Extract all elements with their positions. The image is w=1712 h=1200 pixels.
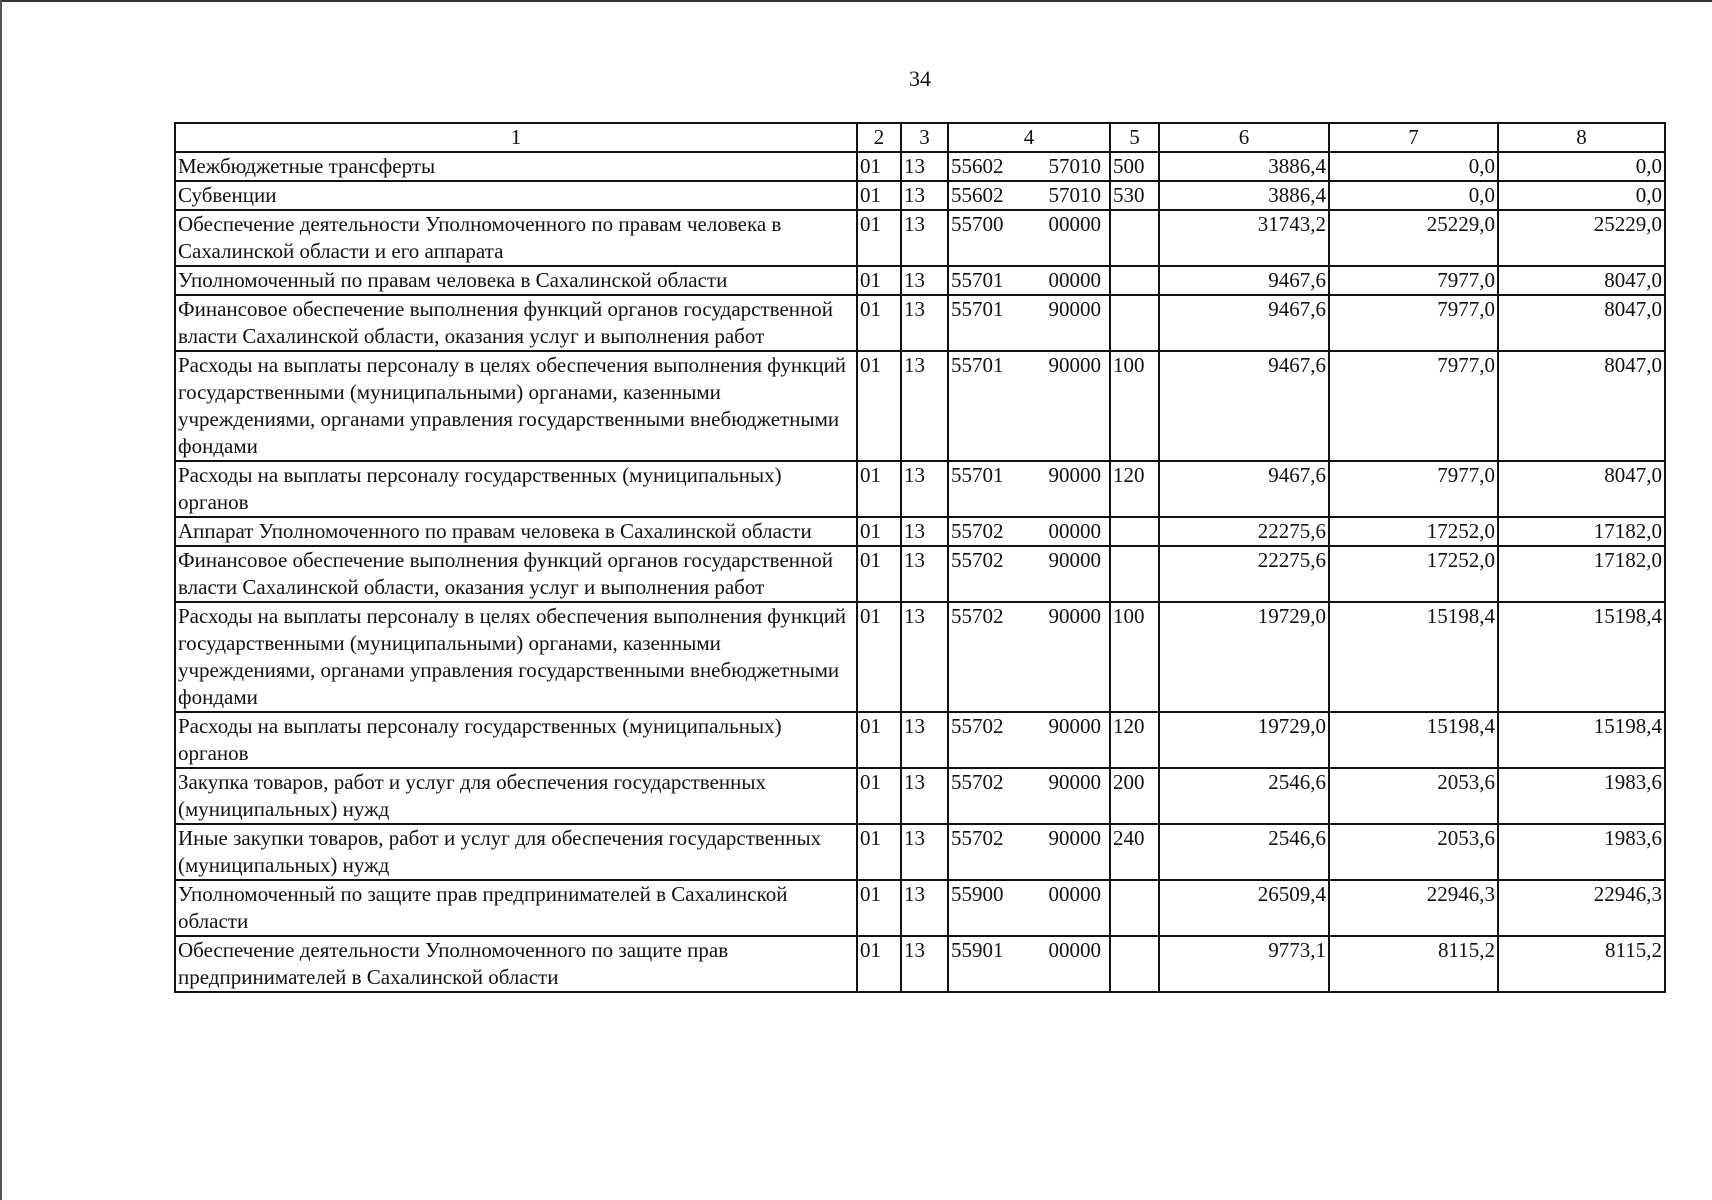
target-article-part1: 55702: [951, 826, 1004, 850]
target-article-cell: [948, 824, 1110, 880]
expense-type-cell: 530: [1110, 181, 1159, 210]
section-code-cell: 01: [857, 152, 901, 181]
subsection-code-cell: 13: [901, 152, 948, 181]
amount-col8-cell: 0,0: [1498, 152, 1665, 181]
amount-col8-cell: 1983,6: [1498, 824, 1665, 880]
subsection-code-cell: 13: [901, 880, 948, 936]
amount-col7-cell: 2053,6: [1329, 824, 1498, 880]
subsection-code-cell: 13: [901, 266, 948, 295]
target-article-part2: 00000: [1048, 212, 1101, 236]
amount-col8-cell: 8047,0: [1498, 461, 1665, 517]
table-row: [175, 152, 1665, 181]
expense-type-cell: 120: [1110, 712, 1159, 768]
amount-col8-cell: 8115,2: [1498, 936, 1665, 992]
table-row: [175, 295, 1665, 351]
amount-col7-cell: 7977,0: [1329, 266, 1498, 295]
target-article-cell: [948, 152, 1110, 181]
subsection-code-cell: 13: [901, 824, 948, 880]
amount-col6-cell: 9467,6: [1159, 351, 1329, 461]
expense-type-cell: 500: [1110, 152, 1159, 181]
row-name-cell: Финансовое обеспечение выполнения функций органов государственной власти Сахалинской области, оказания услуг и выполнения работ: [175, 546, 857, 602]
target-article-part2: 57010: [1048, 183, 1101, 207]
table-row: [175, 351, 1665, 461]
target-article-part2: 90000: [1048, 463, 1101, 487]
amount-col7-cell: 0,0: [1329, 152, 1498, 181]
target-article-part2: 90000: [1048, 770, 1101, 794]
target-article-part1: 55702: [951, 770, 1004, 794]
amount-col8-cell: 8047,0: [1498, 295, 1665, 351]
amount-col7-cell: 15198,4: [1329, 712, 1498, 768]
amount-col7-cell: 22946,3: [1329, 880, 1498, 936]
target-article-part2: 90000: [1048, 353, 1101, 377]
section-code-cell: 01: [857, 546, 901, 602]
table-row: [175, 880, 1665, 936]
amount-col7-cell: 0,0: [1329, 181, 1498, 210]
left-border-line: [0, 0, 2, 1200]
subsection-code-cell: 13: [901, 461, 948, 517]
amount-col6-cell: 22275,6: [1159, 546, 1329, 602]
target-article-cell: [948, 181, 1110, 210]
expense-type-cell: 200: [1110, 768, 1159, 824]
table-row: [175, 181, 1665, 210]
column-header: 6: [1159, 123, 1329, 152]
subsection-code-cell: 13: [901, 351, 948, 461]
amount-col6-cell: 9467,6: [1159, 295, 1329, 351]
target-article-cell: [948, 880, 1110, 936]
expense-type-cell: [1110, 210, 1159, 266]
page-number: 34: [909, 66, 931, 91]
target-article-part2: 90000: [1048, 297, 1101, 321]
amount-col7-cell: 2053,6: [1329, 768, 1498, 824]
section-code-cell: 01: [857, 461, 901, 517]
target-article-part2: 90000: [1048, 714, 1101, 738]
target-article-part1: 55701: [951, 297, 1004, 321]
table-body: [175, 152, 1665, 992]
subsection-code-cell: 13: [901, 712, 948, 768]
table-row: [175, 602, 1665, 712]
amount-col8-cell: 17182,0: [1498, 546, 1665, 602]
table-row: [175, 936, 1665, 992]
row-name-cell: Обеспечение деятельности Уполномоченного по защите прав предпринимателей в Сахалинской области: [175, 936, 857, 992]
row-name-cell: Уполномоченный по защите прав предпринимателей в Сахалинской области: [175, 880, 857, 936]
section-code-cell: 01: [857, 181, 901, 210]
column-header: 8: [1498, 123, 1665, 152]
target-article-part1: 55702: [951, 714, 1004, 738]
amount-col7-cell: 7977,0: [1329, 351, 1498, 461]
expense-type-cell: [1110, 546, 1159, 602]
target-article-cell: [948, 295, 1110, 351]
table-row: [175, 517, 1665, 546]
subsection-code-cell: 13: [901, 936, 948, 992]
expense-type-cell: [1110, 295, 1159, 351]
target-article-cell: [948, 210, 1110, 266]
table-row: [175, 461, 1665, 517]
subsection-code-cell: 13: [901, 602, 948, 712]
section-code-cell: 01: [857, 936, 901, 992]
column-header: 2: [857, 123, 901, 152]
section-code-cell: 01: [857, 712, 901, 768]
target-article-cell: [948, 546, 1110, 602]
section-code-cell: 01: [857, 768, 901, 824]
target-article-cell: [948, 768, 1110, 824]
amount-col8-cell: 0,0: [1498, 181, 1665, 210]
row-name-cell: Расходы на выплаты персоналу государственных (муниципальных) органов: [175, 712, 857, 768]
target-article-part2: 00000: [1048, 882, 1101, 906]
amount-col8-cell: 15198,4: [1498, 602, 1665, 712]
target-article-part2: 00000: [1048, 519, 1101, 543]
amount-col8-cell: 1983,6: [1498, 768, 1665, 824]
target-article-part2: 90000: [1048, 604, 1101, 628]
row-name-cell: Финансовое обеспечение выполнения функций органов государственной власти Сахалинской области, оказания услуг и выполнения работ: [175, 295, 857, 351]
amount-col6-cell: 3886,4: [1159, 152, 1329, 181]
section-code-cell: 01: [857, 266, 901, 295]
table-row: [175, 266, 1665, 295]
amount-col7-cell: 7977,0: [1329, 461, 1498, 517]
target-article-cell: [948, 936, 1110, 992]
amount-col8-cell: 25229,0: [1498, 210, 1665, 266]
amount-col6-cell: 2546,6: [1159, 824, 1329, 880]
amount-col8-cell: 22946,3: [1498, 880, 1665, 936]
target-article-part1: 55602: [951, 154, 1004, 178]
section-code-cell: 01: [857, 880, 901, 936]
amount-col6-cell: 22275,6: [1159, 517, 1329, 546]
amount-col8-cell: 8047,0: [1498, 266, 1665, 295]
subsection-code-cell: 13: [901, 181, 948, 210]
table-row: [175, 210, 1665, 266]
amount-col7-cell: 8115,2: [1329, 936, 1498, 992]
amount-col6-cell: 9773,1: [1159, 936, 1329, 992]
amount-col7-cell: 17252,0: [1329, 546, 1498, 602]
target-article-cell: [948, 517, 1110, 546]
amount-col6-cell: 31743,2: [1159, 210, 1329, 266]
target-article-part1: 55900: [951, 882, 1004, 906]
amount-col8-cell: 15198,4: [1498, 712, 1665, 768]
target-article-cell: [948, 461, 1110, 517]
header-row: [175, 123, 1665, 152]
row-name-cell: Межбюджетные трансферты: [175, 152, 857, 181]
column-header: 1: [175, 123, 857, 152]
target-article-cell: [948, 266, 1110, 295]
amount-col6-cell: 26509,4: [1159, 880, 1329, 936]
expense-type-cell: 120: [1110, 461, 1159, 517]
row-name-cell: Расходы на выплаты персоналу в целях обеспечения выполнения функций государственными (муниципальными) органами, казенными учреждениями, органами управления государственными внебюджетными фондами: [175, 351, 857, 461]
amount-col7-cell: 15198,4: [1329, 602, 1498, 712]
expense-type-cell: [1110, 936, 1159, 992]
expense-type-cell: 240: [1110, 824, 1159, 880]
expense-type-cell: 100: [1110, 351, 1159, 461]
column-header: 4: [948, 123, 1110, 152]
target-article-part1: 55700: [951, 212, 1004, 236]
target-article-part1: 55701: [951, 463, 1004, 487]
amount-col7-cell: 25229,0: [1329, 210, 1498, 266]
amount-col7-cell: 17252,0: [1329, 517, 1498, 546]
target-article-part2: 90000: [1048, 548, 1101, 572]
amount-col6-cell: 2546,6: [1159, 768, 1329, 824]
table-row: [175, 712, 1665, 768]
section-code-cell: 01: [857, 824, 901, 880]
target-article-part1: 55702: [951, 604, 1004, 628]
section-code-cell: 01: [857, 351, 901, 461]
section-code-cell: 01: [857, 517, 901, 546]
row-name-cell: Расходы на выплаты персоналу государственных (муниципальных) органов: [175, 461, 857, 517]
amount-col8-cell: 8047,0: [1498, 351, 1665, 461]
budget-table: [174, 122, 1666, 993]
table-row: [175, 768, 1665, 824]
amount-col6-cell: 19729,0: [1159, 712, 1329, 768]
section-code-cell: 01: [857, 295, 901, 351]
amount-col6-cell: 19729,0: [1159, 602, 1329, 712]
amount-col6-cell: 9467,6: [1159, 266, 1329, 295]
expense-type-cell: [1110, 880, 1159, 936]
row-name-cell: Субвенции: [175, 181, 857, 210]
row-name-cell: Обеспечение деятельности Уполномоченного по правам человека в Сахалинской области и его аппарата: [175, 210, 857, 266]
column-header: 3: [901, 123, 948, 152]
target-article-part2: 00000: [1048, 938, 1101, 962]
target-article-part1: 55702: [951, 519, 1004, 543]
section-code-cell: 01: [857, 210, 901, 266]
target-article-part2: 57010: [1048, 154, 1101, 178]
target-article-cell: [948, 351, 1110, 461]
target-article-part1: 55901: [951, 938, 1004, 962]
table-row: [175, 546, 1665, 602]
target-article-part1: 55701: [951, 268, 1004, 292]
expense-type-cell: [1110, 517, 1159, 546]
subsection-code-cell: 13: [901, 546, 948, 602]
column-header: 5: [1110, 123, 1159, 152]
subsection-code-cell: 13: [901, 295, 948, 351]
row-name-cell: Закупка товаров, работ и услуг для обеспечения государственных (муниципальных) нужд: [175, 768, 857, 824]
amount-col7-cell: 7977,0: [1329, 295, 1498, 351]
row-name-cell: Аппарат Уполномоченного по правам человека в Сахалинской области: [175, 517, 857, 546]
expense-type-cell: [1110, 266, 1159, 295]
target-article-part1: 55602: [951, 183, 1004, 207]
subsection-code-cell: 13: [901, 517, 948, 546]
subsection-code-cell: 13: [901, 210, 948, 266]
column-header: 7: [1329, 123, 1498, 152]
expense-type-cell: 100: [1110, 602, 1159, 712]
top-border-line: [0, 0, 1712, 2]
target-article-cell: [948, 602, 1110, 712]
row-name-cell: Иные закупки товаров, работ и услуг для обеспечения государственных (муниципальных) нужд: [175, 824, 857, 880]
section-code-cell: 01: [857, 602, 901, 712]
subsection-code-cell: 13: [901, 768, 948, 824]
target-article-part1: 55702: [951, 548, 1004, 572]
target-article-cell: [948, 712, 1110, 768]
row-name-cell: Расходы на выплаты персоналу в целях обеспечения выполнения функций государственными (муниципальными) органами, казенными учреждениями, органами управления государственными внебюджетными фондами: [175, 602, 857, 712]
table-row: [175, 824, 1665, 880]
target-article-part1: 55701: [951, 353, 1004, 377]
target-article-part2: 90000: [1048, 826, 1101, 850]
amount-col8-cell: 17182,0: [1498, 517, 1665, 546]
amount-col6-cell: 9467,6: [1159, 461, 1329, 517]
target-article-part2: 00000: [1048, 268, 1101, 292]
row-name-cell: Уполномоченный по правам человека в Сахалинской области: [175, 266, 857, 295]
amount-col6-cell: 3886,4: [1159, 181, 1329, 210]
